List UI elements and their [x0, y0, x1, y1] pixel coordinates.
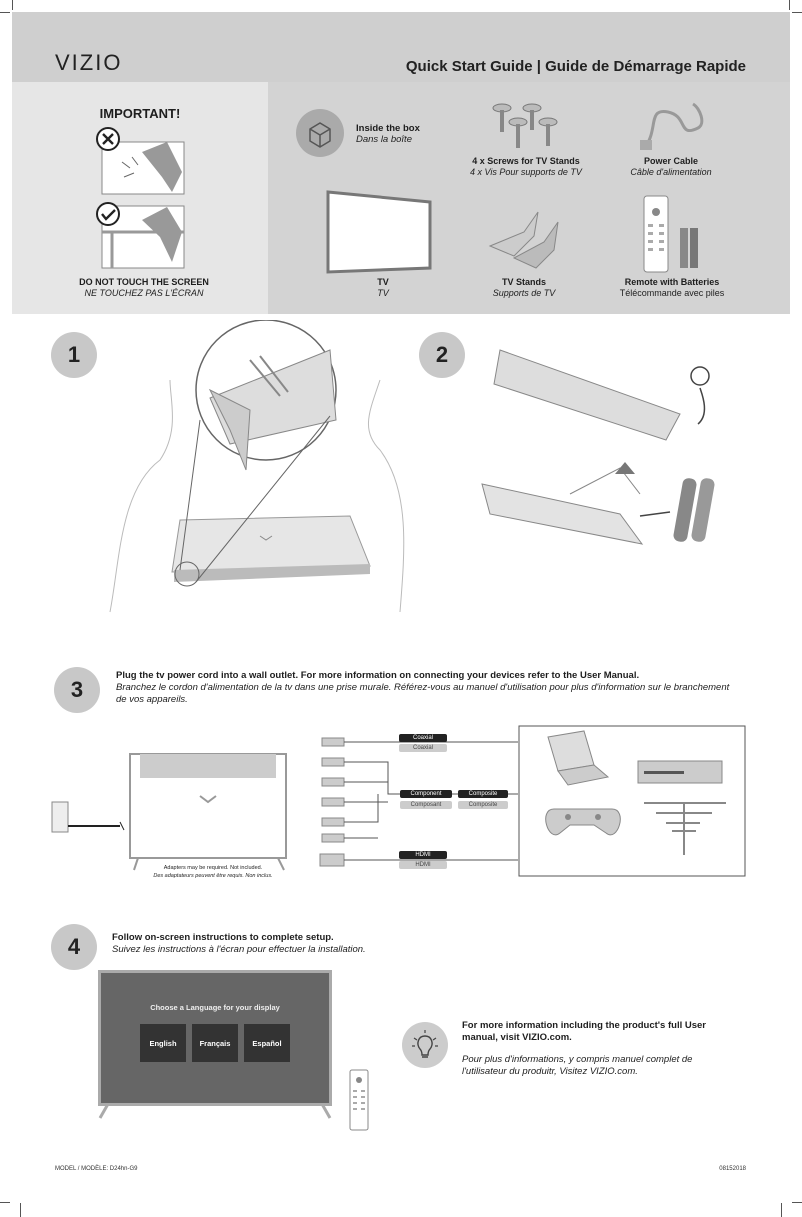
- check-icon: [97, 203, 119, 225]
- language-prompt: Choose a Language for your display: [150, 1003, 280, 1012]
- remote-batteries-illustration: [640, 194, 704, 274]
- crop-mark: [0, 12, 10, 13]
- step-3-badge: 3: [54, 667, 100, 713]
- coaxial-tag: Coaxial: [399, 734, 447, 742]
- crop-mark: [792, 12, 802, 13]
- important-heading: IMPORTANT!: [99, 106, 181, 121]
- inside-box-label: Inside the box Dans la boîte: [356, 123, 420, 145]
- screen-warning-illustration: [92, 122, 192, 302]
- box-icon: [296, 109, 344, 157]
- brand-logo: VIZIO: [55, 50, 123, 75]
- step-3-instructions: Plug the tv power cord into a wall outlet. For more information on connecting your devices refer to the User Manual. Branchez le cordon d'alimentation de la tv dans une prise murale. Référez-vous au manuel d'utilisation pour plus d'information sur le branchement de vos appareils.: [116, 670, 730, 705]
- crop-mark: [20, 1203, 21, 1217]
- crop-mark: [781, 1203, 782, 1217]
- language-option-english[interactable]: English: [140, 1024, 186, 1062]
- step-2-battery-illustration: [470, 344, 750, 564]
- tv-feet: [98, 1104, 332, 1120]
- remote-caption: Remote with Batteries Télécommande avec piles: [619, 277, 725, 298]
- step-3-tv-outlet-illustration: [48, 752, 298, 882]
- page-title: Quick Start Guide | Guide de Démarrage Rapide: [405, 58, 746, 75]
- step-1-stand-attach-illustration: [100, 320, 440, 615]
- component-tag: Component: [400, 790, 452, 798]
- crop-mark: [12, 0, 13, 10]
- tv-stands-illustration: [484, 206, 564, 272]
- coaxial-tag-fr: Coaxial: [399, 744, 447, 752]
- component-tag-fr: Composant: [400, 801, 452, 809]
- external-devices-panel: [518, 725, 746, 877]
- tv-caption: TV TV: [377, 277, 389, 298]
- lightbulb-icon: [402, 1022, 448, 1068]
- language-option-francais[interactable]: Français: [192, 1024, 238, 1062]
- composite-tag-fr: Composite: [458, 801, 508, 809]
- step-4-badge: 4: [51, 924, 97, 970]
- hdmi-tag-fr: HDMI: [399, 861, 447, 869]
- adapters-note: Adapters may be required. Not included. Des adaptateurs peuvent être requis. Non inclus.: [153, 865, 273, 879]
- language-option-espanol[interactable]: Español: [244, 1024, 290, 1062]
- tv-illustration: [322, 188, 436, 274]
- hdmi-tag: HDMI: [399, 851, 447, 859]
- crop-mark: [0, 1202, 10, 1203]
- screws-illustration: [490, 100, 560, 152]
- power-cable-illustration: [638, 98, 708, 152]
- crop-mark: [792, 1202, 802, 1203]
- power-cable-caption: Power Cable Câble d'alimentation: [630, 156, 712, 177]
- screws-caption: 4 x Screws for TV Stands 4 x Vis Pour supports de TV: [470, 156, 582, 177]
- more-info-text: For more information including the product's full User manual, visit VIZIO.com. Pour plus d'informations, y compris manuel complet de l'utilisateur du produitr, Visitez VIZIO.com.: [462, 1020, 706, 1077]
- do-not-touch-caption: DO NOT TOUCH THE SCREEN NE TOUCHEZ PAS L'ÉCRAN: [79, 277, 209, 298]
- remote-icon: [348, 1068, 370, 1132]
- document-code: 08152018: [719, 1166, 746, 1172]
- step-4-instructions: Follow on-screen instructions to complete setup. Suivez les instructions à l'écran pour effectuer la installation.: [112, 932, 366, 955]
- crop-mark: [789, 0, 790, 10]
- tv-stands-caption: TV Stands Supports de TV: [492, 277, 556, 298]
- model-number: MODEL / MODÈLE: D24hn-G9: [55, 1166, 138, 1172]
- step-1-badge: 1: [51, 332, 97, 378]
- step-2-badge: 2: [419, 332, 465, 378]
- composite-tag: Composite: [458, 790, 508, 798]
- coin-icon: [691, 367, 709, 385]
